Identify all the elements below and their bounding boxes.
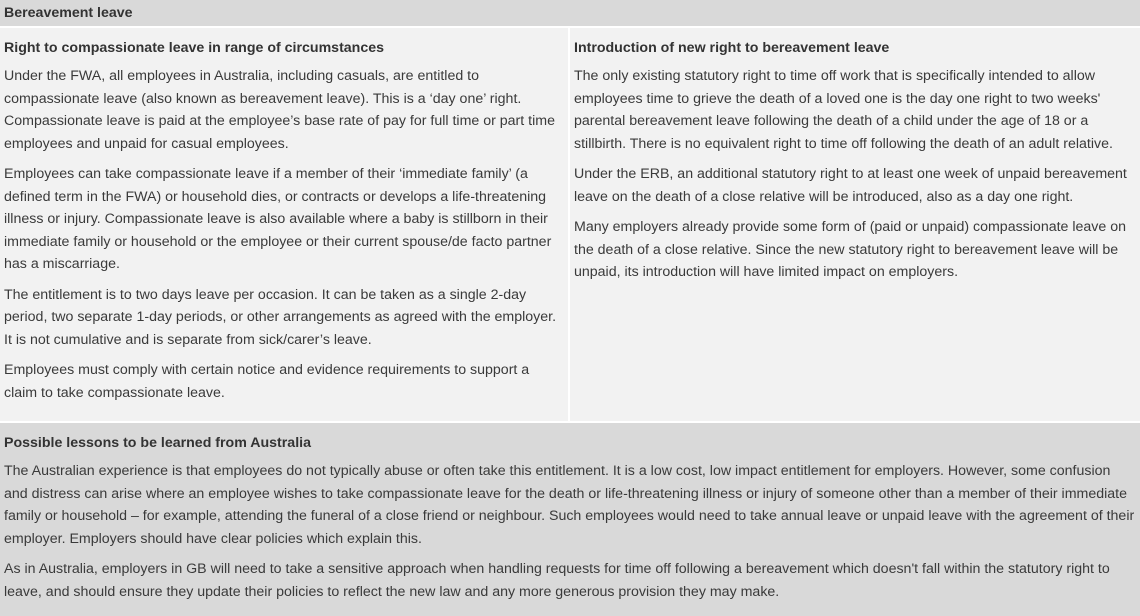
paragraph: The only existing statutory right to time off work that is specifically intended to allow employees time to grieve the death of a loved one is the day one right to two weeks' parental bereavement leave following the death of a child under the age of 18 or a stillbirth. There is no equivalent right to time off following the death of an adult relative.	[574, 68, 1113, 152]
australia-heading: Right to compassionate leave in range of circumstances	[4, 40, 385, 56]
comparison-row	[0, 28, 1140, 421]
uk-heading: Introduction of new right to bereavement leave	[574, 40, 890, 56]
paragraph: Under the FWA, all employees in Australia, including casuals, are entitled to compassionate leave (also known as bereavement leave). This is a ‘day one’ right. Compassionate leave is paid at the employee’s base rate of pay for full time or part time employees and unpaid for casual employees.	[4, 68, 555, 152]
paragraph: Employees can take compassionate leave if a member of their ‘immediate family’ (a defined term in the FWA) or household dies, or contracts or develops a life-threatening illness or injury. Compassionate leave is also available where a baby is stillborn in their immediate family or household or the employee or their current spouse/de facto partner has a miscarriage.	[4, 166, 552, 272]
lessons-section	[0, 421, 1140, 616]
australia-column	[0, 28, 570, 421]
paragraph: As in Australia, employers in GB will need to take a sensitive approach when handling requests for time off following a bereavement which doesn't fall within the statutory right to leave, and should ensure they update their policies to reflect the new law and any more generous provision they may make.	[4, 561, 1110, 600]
table-title: Bereavement leave	[0, 0, 1140, 28]
paragraph: The entitlement is to two days leave per occasion. It can be taken as a single 2-day period, two separate 1-day periods, or other arrangements as agreed with the employer. It is not cumulative and is separate from sick/carer’s leave.	[4, 286, 557, 348]
lessons-heading: Possible lessons to be learned from Australia	[4, 435, 311, 451]
uk-column	[570, 28, 1140, 421]
paragraph: Many employers already provide some form of (paid or unpaid) compassionate leave on the death of a close relative. Since the new statutory right to bereavement leave will be unpaid, its introduction will have limited impact on employers.	[574, 219, 1127, 280]
paragraph: The Australian experience is that employees do not typically abuse or often take this entitlement. It is a low cost, low impact entitlement for employers. However, some confusion and distress can arise where an employee wishes to take compassionate leave for the death or life-threatening illness or injury of someone other than a member of their immediate family or household – for example, attending the funeral of a close friend or neighbour. Such employees would need to take annual leave or unpaid leave with the agreement of their employer. Employers should have clear policies which explain this.	[4, 463, 1135, 547]
paragraph: Employees must comply with certain notice and evidence requirements to support a claim to take compassionate leave.	[4, 362, 530, 401]
paragraph: Under the ERB, an additional statutory right to at least one week of unpaid bereavement leave on the death of a close relative will be introduced, also as a day one right.	[574, 166, 1127, 205]
